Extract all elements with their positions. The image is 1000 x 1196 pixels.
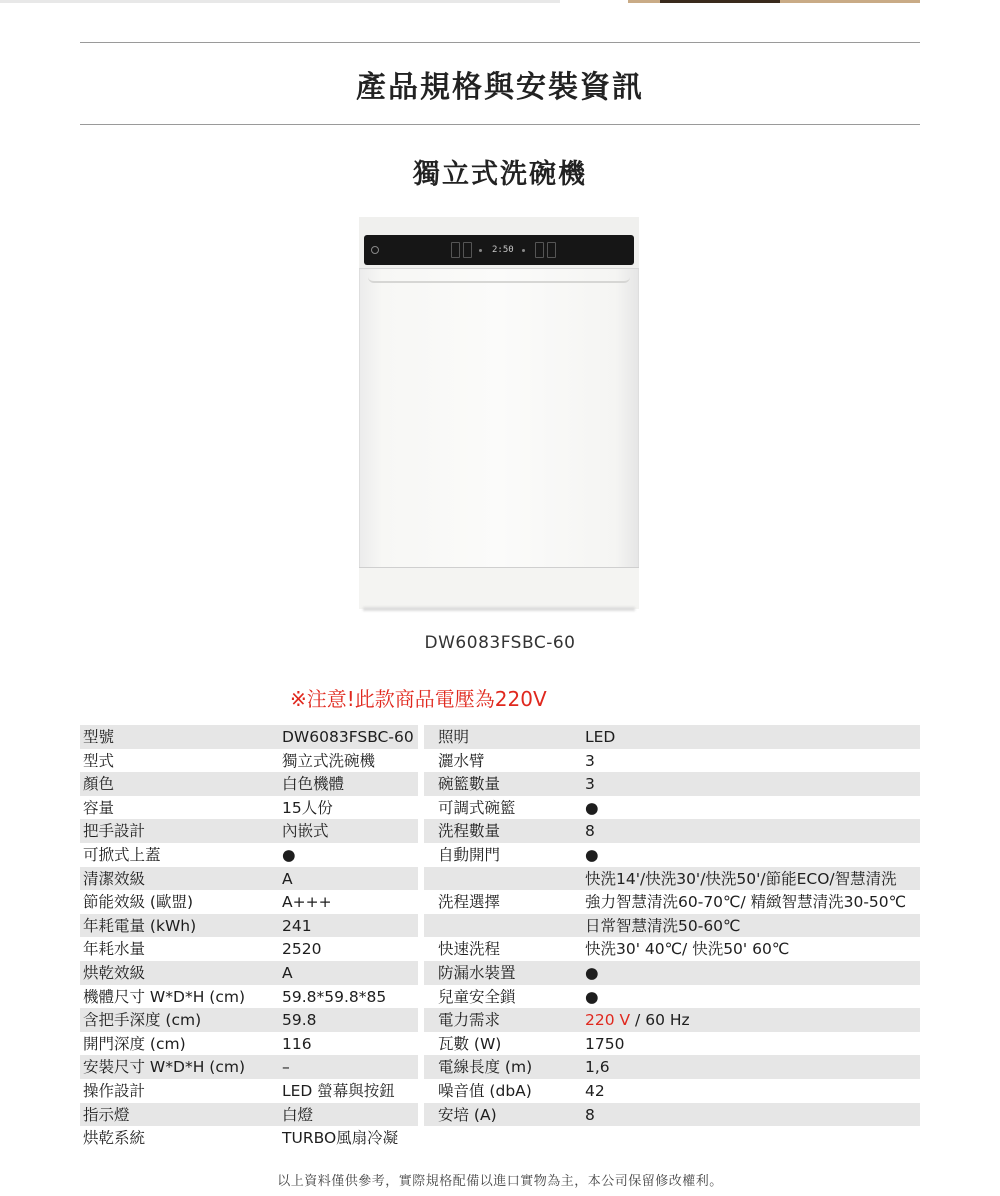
spec-value: ● — [282, 846, 296, 864]
row-background — [80, 772, 418, 796]
door-handle — [368, 273, 630, 283]
spec-label: 電線長度 (m) — [438, 1058, 533, 1077]
spec-row — [80, 1126, 920, 1150]
spec-label: 瓦數 (W) — [438, 1034, 502, 1053]
spec-value: 116 — [282, 1034, 312, 1053]
spec-label: 操作設計 — [83, 1082, 146, 1100]
spec-label: 碗籃數量 — [438, 775, 501, 794]
spec-label: 節能效級 (歐盟) — [83, 893, 194, 912]
model-caption: DW6083FSBC-60 — [424, 633, 576, 653]
spec-row — [80, 1103, 920, 1127]
spec-value: 強力智慧清洗60-70℃/ 精緻智慧清洗30-50℃ — [585, 893, 907, 912]
spec-label: 兒童安全鎖 — [438, 987, 516, 1006]
dishwasher-image — [359, 217, 639, 609]
row-background — [424, 725, 920, 749]
spec-value: 白色機體 — [282, 775, 345, 794]
spec-value: ● — [585, 987, 599, 1006]
spec-label: 噪音值 (dbA) — [438, 1082, 532, 1100]
spec-row — [80, 1032, 920, 1056]
spec-label: 把手設計 — [83, 822, 146, 841]
row-background — [424, 749, 920, 773]
spec-value: 1750 — [585, 1034, 625, 1053]
spec-value: 59.8*59.8*85 — [282, 987, 387, 1006]
spec-row — [80, 725, 920, 749]
spec-label: 防漏水裝置 — [438, 964, 516, 982]
display-time: 2:50 — [492, 245, 514, 255]
row-background — [424, 1103, 920, 1127]
spec-label: 洗程選擇 — [438, 893, 501, 912]
page-title: 產品規格與安裝資訊 — [356, 70, 644, 105]
spec-value: 42 — [585, 1082, 605, 1100]
spec-label: 電力需求 — [438, 1011, 501, 1030]
spec-label: 容量 — [83, 798, 115, 817]
spec-label: 可調式碗籃 — [438, 798, 516, 817]
top-decoration-strip — [0, 0, 1000, 4]
spec-label: 清潔效級 — [83, 869, 146, 888]
spec-value: 8 — [585, 1105, 595, 1124]
spec-label: 快速洗程 — [438, 940, 501, 959]
spec-value: 1,6 — [585, 1058, 610, 1077]
spec-label: 指示燈 — [83, 1105, 130, 1124]
spec-value: 快洗30' 40℃/ 快洗50' 60℃ — [585, 940, 790, 959]
spec-label: 型號 — [83, 728, 115, 746]
spec-label: 灑水臂 — [438, 751, 485, 770]
spec-label: 安培 (A) — [438, 1105, 497, 1124]
program-icon — [451, 242, 460, 258]
spec-row — [80, 772, 920, 796]
product-type-title: 獨立式洗碗機 — [413, 159, 587, 190]
program-icon — [463, 242, 472, 258]
spec-value: A — [282, 964, 293, 982]
spec-label: 年耗電量 (kWh) — [83, 916, 197, 935]
spec-value: 59.8 — [282, 1011, 317, 1030]
program-icon — [547, 242, 556, 258]
spec-label: 安裝尺寸 W*D*H (cm) — [83, 1058, 245, 1077]
divider-bottom — [80, 124, 920, 125]
spec-value: DW6083FSBC-60 — [282, 728, 414, 746]
floor-shadow — [363, 607, 635, 611]
voltage-value: 220 V — [585, 1011, 631, 1030]
spec-value: A+++ — [282, 893, 332, 912]
spec-value: A — [282, 869, 293, 888]
frequency-value: / 60 Hz — [630, 1011, 690, 1030]
spec-row — [80, 749, 920, 773]
voltage-warning: ※注意!此款商品電壓為220V — [290, 687, 547, 711]
spec-row — [80, 890, 920, 914]
spec-value: 快洗14'/快洗30'/快洗50'/節能ECO/智慧清洗 — [585, 869, 897, 888]
spec-row — [80, 867, 920, 891]
spec-row — [80, 937, 920, 961]
spec-value: 2520 — [282, 940, 322, 959]
row-background — [80, 1103, 418, 1127]
indicator-dot-icon — [479, 249, 482, 252]
indicator-dot-icon — [522, 249, 525, 252]
spec-row — [80, 914, 920, 938]
spec-value: – — [282, 1058, 290, 1077]
spec-value: 日常智慧清洗50-60℃ — [585, 916, 741, 935]
spec-row — [80, 1079, 920, 1103]
spec-value: LED 螢幕與按鈕 — [282, 1082, 395, 1100]
spec-row — [80, 961, 920, 985]
kick-plate — [359, 567, 639, 609]
spec-row — [80, 819, 920, 843]
spec-value: 3 — [585, 775, 595, 794]
spec-label: 含把手深度 (cm) — [83, 1011, 202, 1030]
strip-segment — [0, 0, 560, 3]
spec-label: 年耗水量 — [83, 940, 146, 959]
spec-row — [80, 843, 920, 867]
spec-label: 洗程數量 — [438, 822, 501, 841]
spec-label: 顏色 — [83, 775, 115, 794]
strip-segment — [660, 0, 780, 3]
spec-label: 開門深度 (cm) — [83, 1034, 186, 1053]
spec-label: 照明 — [438, 728, 470, 746]
spec-value: 15人份 — [282, 798, 333, 817]
spec-row — [80, 1008, 920, 1032]
spec-row — [80, 796, 920, 820]
spec-label: 型式 — [83, 751, 115, 770]
spec-label: 自動開門 — [438, 846, 501, 864]
spec-value: ● — [585, 964, 599, 982]
spec-value: 3 — [585, 751, 595, 770]
row-background — [80, 796, 418, 820]
spec-label: 機體尺寸 W*D*H (cm) — [83, 987, 245, 1006]
spec-label: 可掀式上蓋 — [83, 846, 161, 864]
spec-value: ● — [585, 846, 599, 864]
spec-value: 8 — [585, 822, 595, 841]
spec-value: 內嵌式 — [282, 822, 329, 841]
spec-label: 烘乾效級 — [83, 964, 146, 982]
brand-logo-icon — [371, 246, 379, 254]
spec-row — [80, 985, 920, 1009]
spec-value: LED — [585, 728, 616, 746]
spec-value: TURBO風扇冷凝 — [282, 1129, 399, 1148]
spec-value — [585, 1010, 690, 1030]
spec-label: 烘乾系統 — [83, 1129, 146, 1148]
program-icon — [535, 242, 544, 258]
spec-value: 白燈 — [282, 1105, 314, 1124]
spec-value: 241 — [282, 916, 312, 935]
spec-row — [80, 1055, 920, 1079]
spec-value: 獨立式洗碗機 — [282, 751, 376, 770]
divider-top — [80, 42, 920, 43]
disclaimer-footer: 以上資料僅供參考，實際規格配備以進口實物為主，本公司保留修改權利。 — [277, 1174, 723, 1189]
spec-value: ● — [585, 798, 599, 817]
